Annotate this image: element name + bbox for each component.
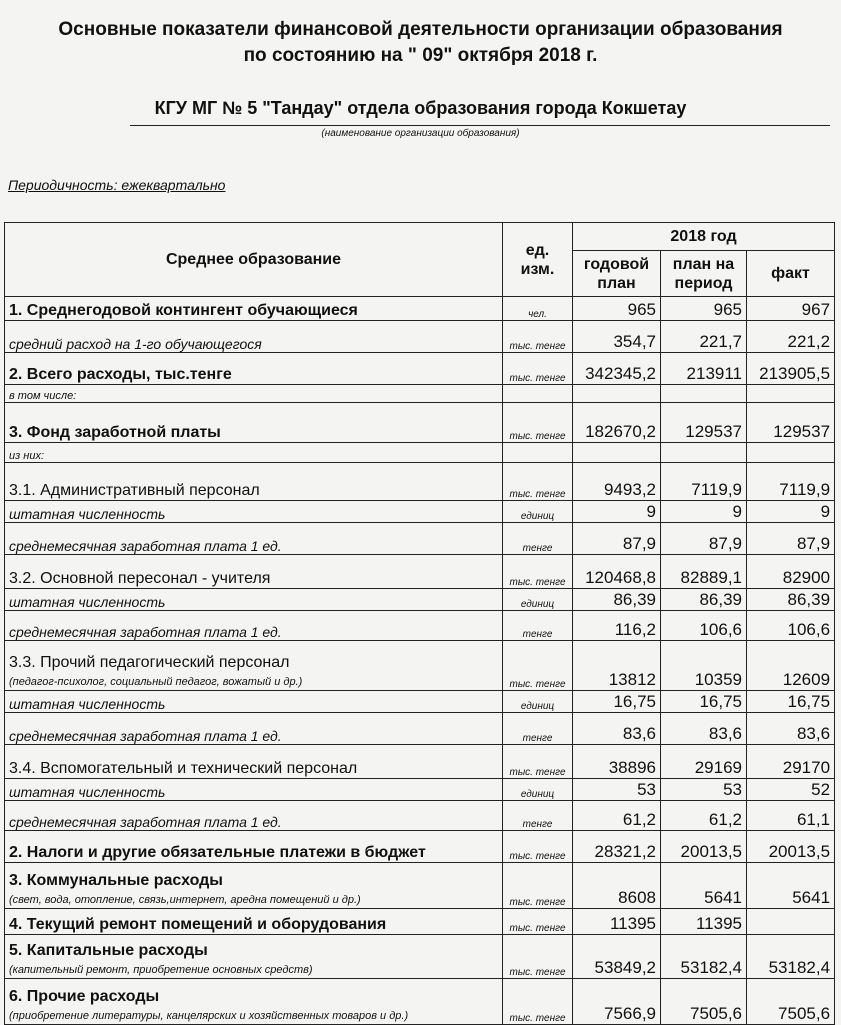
- row-label-text: 3.1. Административный персонал: [9, 482, 260, 499]
- row-period-value: 9: [661, 501, 747, 523]
- row-period-value: 16,75: [661, 691, 747, 713]
- row-label-note: (приобретение литературы, канцелярских и хозяйственных товаров и др.): [9, 1010, 409, 1022]
- header-period-plan: [661, 251, 747, 297]
- row-unit: тыс. тенге: [503, 321, 573, 353]
- row-label-text: 4. Текущий ремонт помещений и оборудования: [9, 916, 387, 933]
- header-year: 2018 год: [573, 223, 835, 251]
- row-label-text: штатная численность: [9, 696, 166, 712]
- row-label-text: 3. Фонд заработной платы: [9, 424, 221, 441]
- row-label: [5, 831, 503, 863]
- row-period-value: [661, 443, 747, 463]
- row-fact-value: 7119,9: [747, 463, 835, 501]
- row-fact-value: 87,9: [747, 523, 835, 555]
- row-label-text: из них:: [9, 450, 45, 462]
- row-annual-value: 8608: [573, 863, 661, 909]
- row-fact-value: 52: [747, 779, 835, 801]
- row-period-value: 87,9: [661, 523, 747, 555]
- document-date: по состоянию на " 09" октября 2018 г.: [243, 45, 598, 66]
- row-period-value: 7505,6: [661, 979, 747, 1025]
- row-label-text: 1. Среднегодовой контингент обучающиеся: [9, 302, 358, 319]
- row-label-text: среднемесячная заработная плата 1 ед.: [9, 814, 282, 830]
- row-label: [5, 501, 503, 523]
- row-annual-value: 11395: [573, 909, 661, 935]
- row-fact-value: 16,75: [747, 691, 835, 713]
- row-label-text: 2. Всего расходы, тыс.тенге: [9, 366, 232, 383]
- row-period-value: 53182,4: [661, 935, 747, 979]
- table-row: [5, 801, 835, 831]
- header-unit-line1: ед.: [525, 241, 550, 259]
- row-fact-value: 221,2: [747, 321, 835, 353]
- row-label: [5, 641, 503, 691]
- row-unit: [503, 443, 573, 463]
- row-label: [5, 385, 503, 403]
- header-period-line1: план на: [672, 255, 735, 273]
- row-label: [5, 463, 503, 501]
- row-label: [5, 863, 503, 909]
- row-annual-value: 120468,8: [573, 555, 661, 589]
- row-fact-value: 86,39: [747, 589, 835, 611]
- row-label-text: в том числе:: [9, 390, 77, 402]
- row-unit: тыс. тенге: [503, 909, 573, 935]
- financial-table: [4, 222, 835, 1025]
- row-period-value: 5641: [661, 863, 747, 909]
- row-unit: тыс. тенге: [503, 745, 573, 779]
- row-label-note: (педагог-психолог, социальный педагог, вожатый и др.): [9, 676, 303, 688]
- row-period-value: 86,39: [661, 589, 747, 611]
- row-unit: тенге: [503, 801, 573, 831]
- row-unit: тыс. тенге: [503, 353, 573, 385]
- row-period-value: [661, 385, 747, 403]
- row-period-value: 965: [661, 297, 747, 321]
- row-annual-value: 87,9: [573, 523, 661, 555]
- row-annual-value: 53: [573, 779, 661, 801]
- header-unit: [503, 223, 573, 297]
- row-fact-value: 9: [747, 501, 835, 523]
- row-annual-value: 13812: [573, 641, 661, 691]
- row-annual-value: 342345,2: [573, 353, 661, 385]
- table-row: [5, 443, 835, 463]
- row-label-text: штатная численность: [9, 506, 166, 522]
- row-label: [5, 523, 503, 555]
- row-annual-value: [573, 443, 661, 463]
- row-unit: тыс. тенге: [503, 935, 573, 979]
- row-annual-value: 38896: [573, 745, 661, 779]
- organization-name: КГУ МГ № 5 "Тандау" отдела образования города Кокшетау: [154, 98, 687, 118]
- table-row: [5, 403, 835, 443]
- row-fact-value: 20013,5: [747, 831, 835, 863]
- row-label: [5, 403, 503, 443]
- row-period-value: 61,2: [661, 801, 747, 831]
- row-label: [5, 589, 503, 611]
- table-row: [5, 831, 835, 863]
- table-row: [5, 589, 835, 611]
- table-row: [5, 611, 835, 641]
- row-annual-value: 61,2: [573, 801, 661, 831]
- row-fact-value: 213905,5: [747, 353, 835, 385]
- table-row: [5, 691, 835, 713]
- row-unit: единиц: [503, 501, 573, 523]
- row-fact-value: 82900: [747, 555, 835, 589]
- header-unit-line2: изм.: [520, 260, 555, 278]
- header-annual-line2: план: [597, 274, 636, 292]
- row-unit: тыс. тенге: [503, 555, 573, 589]
- row-unit: тенге: [503, 523, 573, 555]
- table-row: [5, 641, 835, 691]
- row-label: [5, 297, 503, 321]
- row-fact-value: 106,6: [747, 611, 835, 641]
- table-row: [5, 979, 835, 1025]
- row-period-value: 106,6: [661, 611, 747, 641]
- row-annual-value: 86,39: [573, 589, 661, 611]
- table-row: [5, 523, 835, 555]
- organization-note: (наименование организации образования): [321, 128, 520, 139]
- header-fact: факт: [747, 251, 835, 297]
- row-label-text: 6. Прочие расходы: [9, 988, 160, 1005]
- row-label: [5, 321, 503, 353]
- row-annual-value: 9: [573, 501, 661, 523]
- row-fact-value: 12609: [747, 641, 835, 691]
- row-period-value: 10359: [661, 641, 747, 691]
- organization-underline: [130, 125, 830, 126]
- row-label: [5, 713, 503, 745]
- row-label-note: (капительный ремонт, приобретение основных средств): [9, 964, 313, 976]
- row-label-text: штатная численность: [9, 784, 166, 800]
- row-period-value: 29169: [661, 745, 747, 779]
- row-fact-value: 83,6: [747, 713, 835, 745]
- row-label-text: 3.4. Вспомогательный и технический персонал: [9, 760, 358, 777]
- table-row: [5, 297, 835, 321]
- row-label: [5, 353, 503, 385]
- table-row: [5, 713, 835, 745]
- row-annual-value: 83,6: [573, 713, 661, 745]
- row-unit: тыс. тенге: [503, 403, 573, 443]
- row-label: [5, 443, 503, 463]
- row-label: [5, 745, 503, 779]
- row-period-value: 83,6: [661, 713, 747, 745]
- row-label: [5, 935, 503, 979]
- row-annual-value: 28321,2: [573, 831, 661, 863]
- row-annual-value: 7566,9: [573, 979, 661, 1025]
- row-unit: тыс. тенге: [503, 463, 573, 501]
- table-row: [5, 385, 835, 403]
- row-label: [5, 979, 503, 1025]
- row-label-text: 2. Налоги и другие обязательные платежи в бюджет: [9, 844, 426, 861]
- row-annual-value: 116,2: [573, 611, 661, 641]
- row-label-text: 5. Капитальные расходы: [9, 942, 208, 959]
- row-unit: [503, 385, 573, 403]
- row-label: [5, 909, 503, 935]
- row-fact-value: [747, 909, 835, 935]
- row-fact-value: 29170: [747, 745, 835, 779]
- row-fact-value: 7505,6: [747, 979, 835, 1025]
- row-period-value: 20013,5: [661, 831, 747, 863]
- header-education: Среднее образование: [5, 223, 503, 297]
- row-period-value: 221,7: [661, 321, 747, 353]
- row-label-text: среднемесячная заработная плата 1 ед.: [9, 728, 282, 744]
- row-period-value: 129537: [661, 403, 747, 443]
- row-fact-value: 967: [747, 297, 835, 321]
- row-period-value: 53: [661, 779, 747, 801]
- table-row: [5, 555, 835, 589]
- table-row: [5, 779, 835, 801]
- row-unit: единиц: [503, 779, 573, 801]
- row-label: [5, 779, 503, 801]
- header-period-line2: период: [674, 274, 733, 292]
- row-annual-value: [573, 385, 661, 403]
- row-label: [5, 691, 503, 713]
- document-title: Основные показатели финансовой деятельности организации образования: [58, 19, 783, 40]
- row-period-value: 82889,1: [661, 555, 747, 589]
- row-unit: единиц: [503, 589, 573, 611]
- row-period-value: 7119,9: [661, 463, 747, 501]
- table-row: [5, 501, 835, 523]
- row-annual-value: 182670,2: [573, 403, 661, 443]
- row-unit: тенге: [503, 713, 573, 745]
- row-fact-value: 53182,4: [747, 935, 835, 979]
- periodicity-label: Периодичность: ежеквартально: [8, 177, 226, 193]
- row-annual-value: 9493,2: [573, 463, 661, 501]
- row-annual-value: 16,75: [573, 691, 661, 713]
- row-label-note: (свет, вода, отопление, связь,интернет, аредна помещений и др.): [9, 894, 361, 906]
- row-fact-value: [747, 443, 835, 463]
- row-label: [5, 611, 503, 641]
- row-label: [5, 555, 503, 589]
- row-annual-value: 354,7: [573, 321, 661, 353]
- table-row: [5, 745, 835, 779]
- table-row: [5, 321, 835, 353]
- row-label-text: средний расход на 1-го обучающегося: [9, 336, 262, 352]
- row-label: [5, 801, 503, 831]
- row-unit: тыс. тенге: [503, 979, 573, 1025]
- row-label-text: штатная численность: [9, 594, 166, 610]
- row-fact-value: 5641: [747, 863, 835, 909]
- row-period-value: 213911: [661, 353, 747, 385]
- table-row: [5, 909, 835, 935]
- row-unit: тенге: [503, 611, 573, 641]
- row-label-text: 3.2. Основной пересонал - учителя: [9, 570, 271, 587]
- table-row: [5, 463, 835, 501]
- row-unit: тыс. тенге: [503, 831, 573, 863]
- row-label-text: 3.3. Прочий педагогический персонал: [9, 654, 290, 671]
- row-fact-value: 129537: [747, 403, 835, 443]
- row-label-text: среднемесячная заработная плата 1 ед.: [9, 538, 282, 554]
- row-period-value: 11395: [661, 909, 747, 935]
- row-unit: тыс. тенге: [503, 863, 573, 909]
- row-unit: чел.: [503, 297, 573, 321]
- row-fact-value: 61,1: [747, 801, 835, 831]
- header-annual-line1: годовой: [583, 255, 650, 273]
- row-unit: единиц: [503, 691, 573, 713]
- row-annual-value: 53849,2: [573, 935, 661, 979]
- table-row: [5, 863, 835, 909]
- table-row: [5, 353, 835, 385]
- row-label-text: среднемесячная заработная плата 1 ед.: [9, 624, 282, 640]
- row-annual-value: 965: [573, 297, 661, 321]
- table-row: [5, 935, 835, 979]
- row-label-text: 3. Коммунальные расходы: [9, 872, 223, 889]
- header-annual-plan: [573, 251, 661, 297]
- row-unit: тыс. тенге: [503, 641, 573, 691]
- row-fact-value: [747, 385, 835, 403]
